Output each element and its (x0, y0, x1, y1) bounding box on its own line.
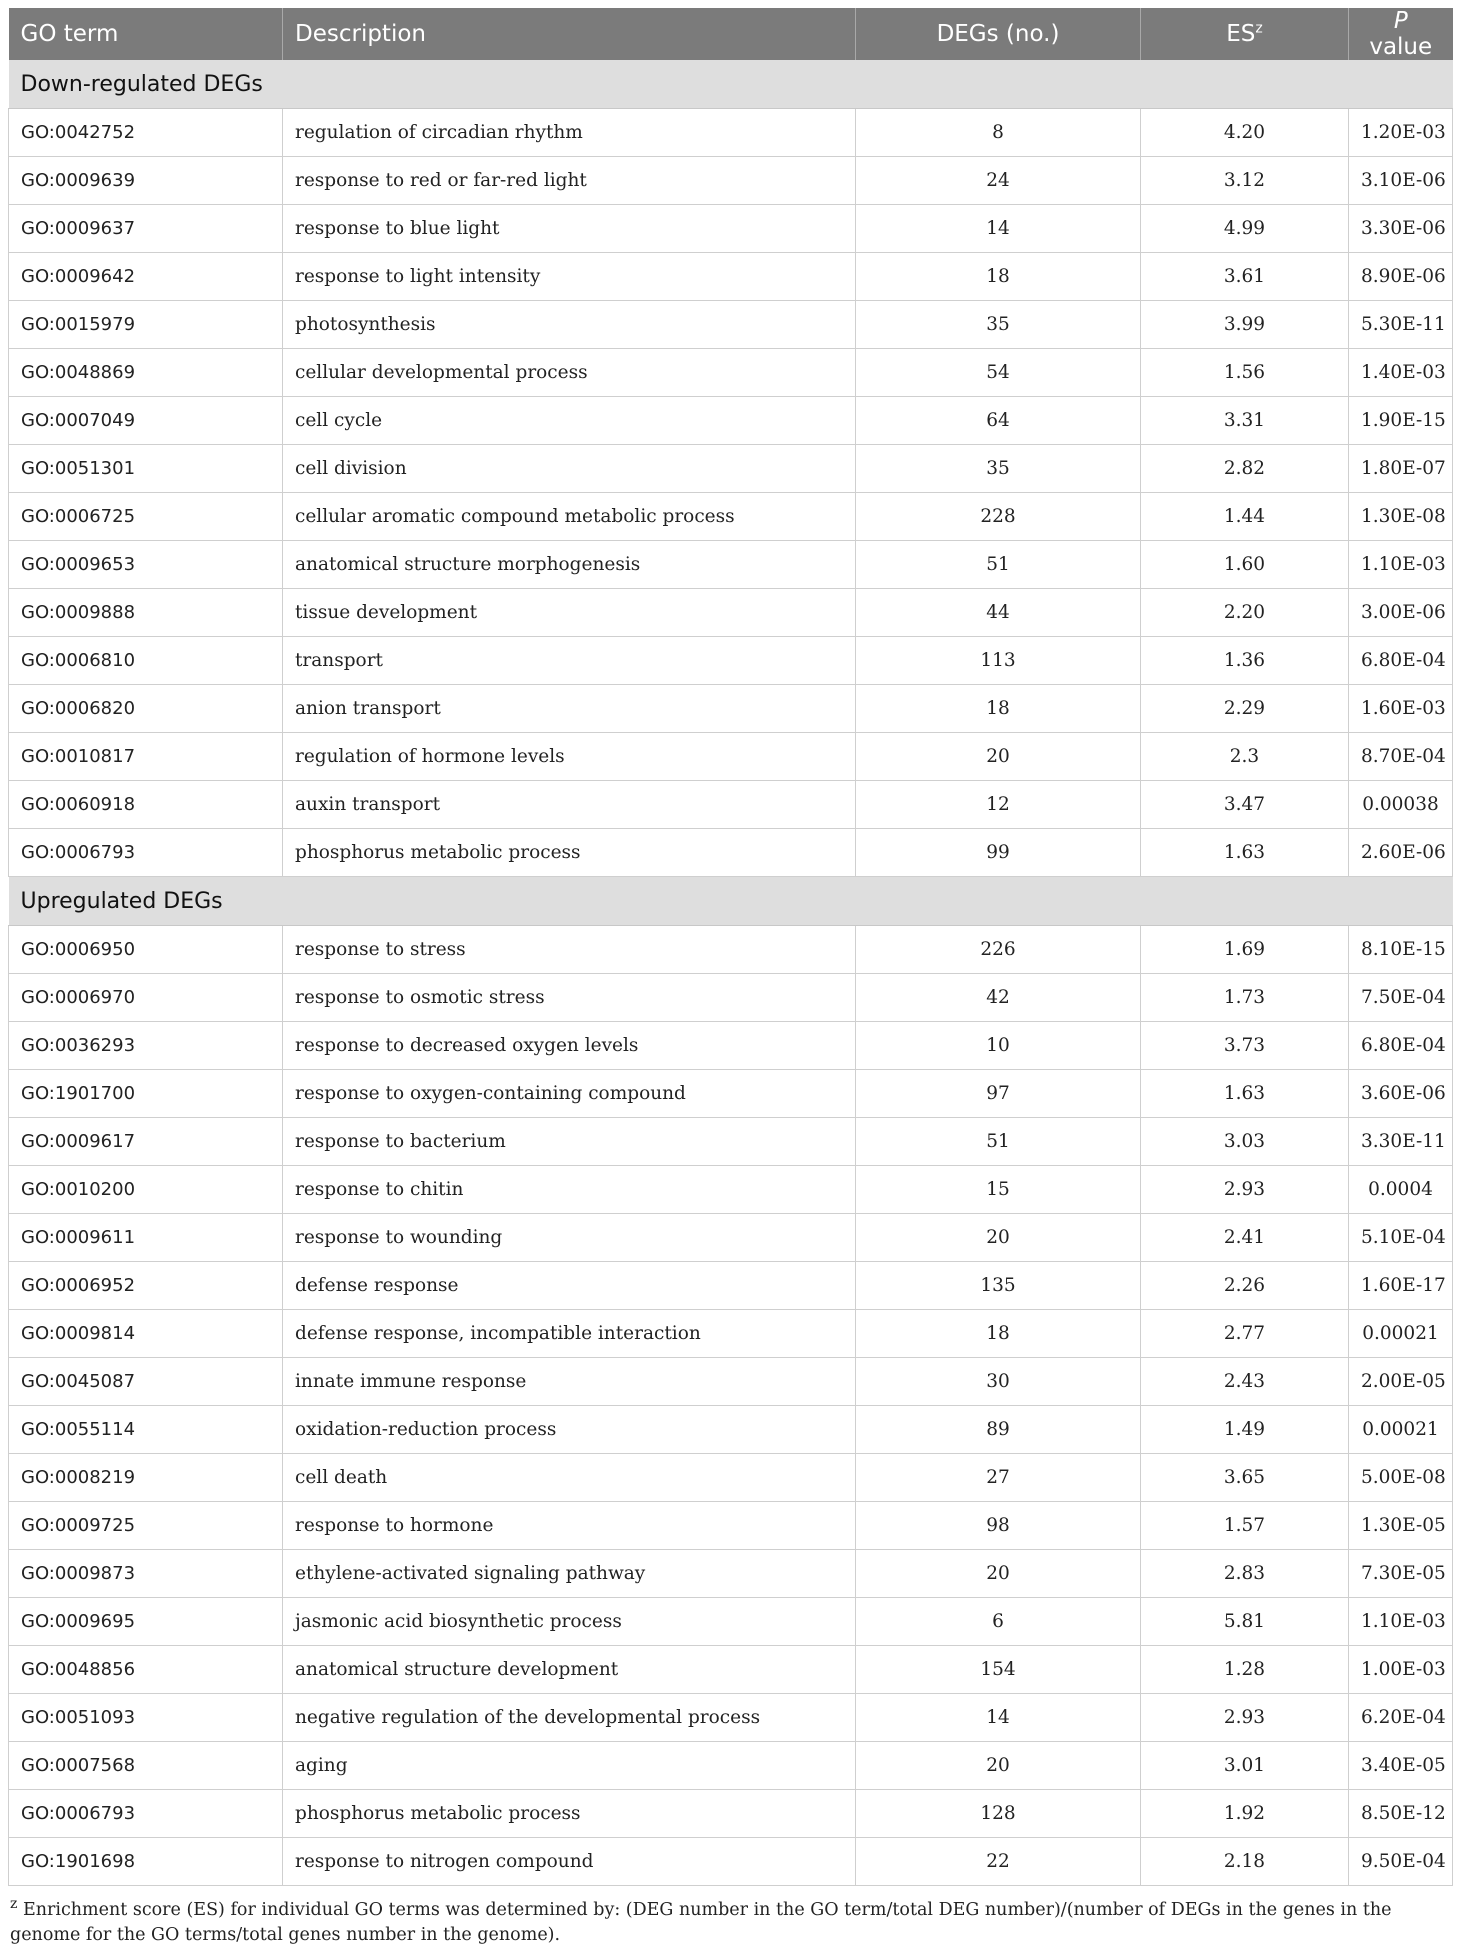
table-row (9, 493, 1453, 541)
go-term-cell: GO:0051301 (9, 445, 283, 493)
es-cell: 2.41 (1141, 1214, 1349, 1262)
p-value-cell: 3.10E-06 (1349, 157, 1453, 205)
p-value-cell: 8.70E-04 (1349, 733, 1453, 781)
es-cell: 2.18 (1141, 1838, 1349, 1886)
description-cell: cell division (283, 445, 856, 493)
table-row (9, 974, 1453, 1022)
table-row (9, 1454, 1453, 1502)
table-row (9, 1790, 1453, 1838)
description-cell: auxin transport (283, 781, 856, 829)
go-term-cell: GO:0048856 (9, 1646, 283, 1694)
table-row (9, 1694, 1453, 1742)
table-row (9, 1550, 1453, 1598)
p-value-cell: 1.60E-03 (1349, 685, 1453, 733)
es-cell: 2.20 (1141, 589, 1349, 637)
go-enrichment-table (8, 8, 1453, 1886)
header-row (9, 8, 1453, 60)
es-cell: 2.83 (1141, 1550, 1349, 1598)
go-term-cell: GO:0042752 (9, 109, 283, 157)
header-es-label: ES (1226, 21, 1256, 47)
degs-cell: 18 (856, 253, 1141, 301)
go-term-cell: GO:0009611 (9, 1214, 283, 1262)
degs-cell: 89 (856, 1406, 1141, 1454)
go-term-cell: GO:0006970 (9, 974, 283, 1022)
p-value-cell: 7.50E-04 (1349, 974, 1453, 1022)
header-p-value (1349, 8, 1453, 60)
go-term-cell: GO:0009725 (9, 1502, 283, 1550)
footnote-text: Enrichment score (ES) for individual GO terms was determined by: (DEG number in the GO term/total DEG number)/(number of DEGs in the genes in the genome for the GO terms/total genes number in the genome). (10, 1900, 1392, 1945)
description-cell: regulation of circadian rhythm (283, 109, 856, 157)
p-value-cell: 0.0004 (1349, 1166, 1453, 1214)
p-value-cell: 5.00E-08 (1349, 1454, 1453, 1502)
degs-cell: 18 (856, 1310, 1141, 1358)
degs-cell: 15 (856, 1166, 1141, 1214)
degs-cell: 113 (856, 637, 1141, 685)
description-cell: oxidation-reduction process (283, 1406, 856, 1454)
degs-cell: 12 (856, 781, 1141, 829)
es-cell: 3.03 (1141, 1118, 1349, 1166)
header-es-superscript: z (1255, 20, 1263, 37)
p-value-cell: 1.20E-03 (1349, 109, 1453, 157)
es-cell: 2.29 (1141, 685, 1349, 733)
go-term-cell: GO:0060918 (9, 781, 283, 829)
degs-cell: 22 (856, 1838, 1141, 1886)
description-cell: jasmonic acid biosynthetic process (283, 1598, 856, 1646)
degs-cell: 14 (856, 1694, 1141, 1742)
header-description: Description (283, 8, 856, 60)
p-value-cell: 6.80E-04 (1349, 637, 1453, 685)
es-cell: 3.73 (1141, 1022, 1349, 1070)
p-value-cell: 6.20E-04 (1349, 1694, 1453, 1742)
degs-cell: 30 (856, 1358, 1141, 1406)
es-cell: 1.28 (1141, 1646, 1349, 1694)
p-value-cell: 2.60E-06 (1349, 829, 1453, 877)
go-term-cell: GO:0007568 (9, 1742, 283, 1790)
go-term-cell: GO:0009617 (9, 1118, 283, 1166)
go-term-cell: GO:0008219 (9, 1454, 283, 1502)
description-cell: aging (283, 1742, 856, 1790)
description-cell: response to oxygen-containing compound (283, 1070, 856, 1118)
table-row (9, 829, 1453, 877)
p-value-cell: 3.30E-11 (1349, 1118, 1453, 1166)
p-value-cell: 3.00E-06 (1349, 589, 1453, 637)
description-cell: photosynthesis (283, 301, 856, 349)
p-value-cell: 8.10E-15 (1349, 926, 1453, 974)
section-header-row (9, 877, 1453, 926)
degs-cell: 128 (856, 1790, 1141, 1838)
table-row (9, 1646, 1453, 1694)
es-cell: 3.47 (1141, 781, 1349, 829)
go-term-cell: GO:0045087 (9, 1358, 283, 1406)
degs-cell: 226 (856, 926, 1141, 974)
go-term-cell: GO:0009637 (9, 205, 283, 253)
degs-cell: 64 (856, 397, 1141, 445)
es-cell: 2.93 (1141, 1166, 1349, 1214)
go-term-cell: GO:0007049 (9, 397, 283, 445)
description-cell: negative regulation of the developmental process (283, 1694, 856, 1742)
table-row (9, 1358, 1453, 1406)
description-cell: response to hormone (283, 1502, 856, 1550)
degs-cell: 20 (856, 1550, 1141, 1598)
table-body (9, 60, 1453, 1886)
description-cell: response to nitrogen compound (283, 1838, 856, 1886)
go-term-cell: GO:0010200 (9, 1166, 283, 1214)
p-value-cell: 6.80E-04 (1349, 1022, 1453, 1070)
p-value-cell: 2.00E-05 (1349, 1358, 1453, 1406)
description-cell: anatomical structure development (283, 1646, 856, 1694)
p-value-cell: 1.10E-03 (1349, 541, 1453, 589)
es-cell: 3.65 (1141, 1454, 1349, 1502)
go-term-cell: GO:0051093 (9, 1694, 283, 1742)
description-cell: response to light intensity (283, 253, 856, 301)
degs-cell: 44 (856, 589, 1141, 637)
degs-cell: 228 (856, 493, 1141, 541)
table-row (9, 445, 1453, 493)
p-value-cell: 1.40E-03 (1349, 349, 1453, 397)
p-value-cell: 3.40E-05 (1349, 1742, 1453, 1790)
degs-cell: 51 (856, 1118, 1141, 1166)
description-cell: defense response (283, 1262, 856, 1310)
p-value-cell: 0.00021 (1349, 1310, 1453, 1358)
degs-cell: 98 (856, 1502, 1141, 1550)
section-title: Down-regulated DEGs (9, 60, 1453, 109)
degs-cell: 20 (856, 1214, 1141, 1262)
description-cell: response to stress (283, 926, 856, 974)
es-cell: 1.63 (1141, 1070, 1349, 1118)
es-cell: 1.36 (1141, 637, 1349, 685)
go-term-cell: GO:0015979 (9, 301, 283, 349)
go-term-cell: GO:0006793 (9, 1790, 283, 1838)
go-term-cell: GO:0009642 (9, 253, 283, 301)
p-value-cell: 1.90E-15 (1349, 397, 1453, 445)
p-value-cell: 8.50E-12 (1349, 1790, 1453, 1838)
description-cell: phosphorus metabolic process (283, 1790, 856, 1838)
go-term-cell: GO:0010817 (9, 733, 283, 781)
table-row (9, 1502, 1453, 1550)
table-row (9, 926, 1453, 974)
table-row (9, 1598, 1453, 1646)
go-term-cell: GO:0006950 (9, 926, 283, 974)
degs-cell: 20 (856, 733, 1141, 781)
go-term-cell: GO:0009873 (9, 1550, 283, 1598)
es-cell: 1.63 (1141, 829, 1349, 877)
go-term-cell: GO:0006952 (9, 1262, 283, 1310)
es-cell: 2.26 (1141, 1262, 1349, 1310)
go-term-cell: GO:0009639 (9, 157, 283, 205)
description-cell: response to wounding (283, 1214, 856, 1262)
p-value-cell: 1.80E-07 (1349, 445, 1453, 493)
p-value-cell: 1.60E-17 (1349, 1262, 1453, 1310)
p-value-cell: 0.00021 (1349, 1406, 1453, 1454)
es-cell: 1.60 (1141, 541, 1349, 589)
es-cell: 2.43 (1141, 1358, 1349, 1406)
description-cell: anatomical structure morphogenesis (283, 541, 856, 589)
degs-cell: 35 (856, 301, 1141, 349)
table-row (9, 1214, 1453, 1262)
go-term-cell: GO:0009653 (9, 541, 283, 589)
go-term-cell: GO:0009695 (9, 1598, 283, 1646)
go-term-cell: GO:0009888 (9, 589, 283, 637)
p-value-cell: 3.60E-06 (1349, 1070, 1453, 1118)
degs-cell: 20 (856, 1742, 1141, 1790)
table-row (9, 685, 1453, 733)
description-cell: response to blue light (283, 205, 856, 253)
p-value-cell: 0.00038 (1349, 781, 1453, 829)
section-header-row (9, 60, 1453, 109)
table-row (9, 1262, 1453, 1310)
table-footnote (8, 1898, 1454, 1948)
description-cell: response to decreased oxygen levels (283, 1022, 856, 1070)
es-cell: 3.61 (1141, 253, 1349, 301)
p-value-cell: 5.30E-11 (1349, 301, 1453, 349)
description-cell: ethylene-activated signaling pathway (283, 1550, 856, 1598)
go-term-cell: GO:1901698 (9, 1838, 283, 1886)
description-cell: defense response, incompatible interaction (283, 1310, 856, 1358)
table-row (9, 1166, 1453, 1214)
go-term-cell: GO:0006820 (9, 685, 283, 733)
header-es (1141, 8, 1349, 60)
description-cell: cellular developmental process (283, 349, 856, 397)
p-value-cell: 1.00E-03 (1349, 1646, 1453, 1694)
go-term-cell: GO:0006725 (9, 493, 283, 541)
es-cell: 1.57 (1141, 1502, 1349, 1550)
es-cell: 3.31 (1141, 397, 1349, 445)
es-cell: 1.69 (1141, 926, 1349, 974)
table-row (9, 589, 1453, 637)
go-term-cell: GO:0009814 (9, 1310, 283, 1358)
es-cell: 2.93 (1141, 1694, 1349, 1742)
degs-cell: 10 (856, 1022, 1141, 1070)
table-row (9, 541, 1453, 589)
table-row (9, 109, 1453, 157)
description-cell: tissue development (283, 589, 856, 637)
description-cell: regulation of hormone levels (283, 733, 856, 781)
go-enrichment-table-container (8, 8, 1452, 1948)
es-cell: 4.20 (1141, 109, 1349, 157)
es-cell: 3.01 (1141, 1742, 1349, 1790)
table-row (9, 1838, 1453, 1886)
go-term-cell: GO:0048869 (9, 349, 283, 397)
go-term-cell: GO:0006810 (9, 637, 283, 685)
description-cell: response to red or far-red light (283, 157, 856, 205)
es-cell: 1.73 (1141, 974, 1349, 1022)
degs-cell: 27 (856, 1454, 1141, 1502)
degs-cell: 51 (856, 541, 1141, 589)
degs-cell: 6 (856, 1598, 1141, 1646)
es-cell: 1.49 (1141, 1406, 1349, 1454)
table-row (9, 253, 1453, 301)
p-value-cell: 9.50E-04 (1349, 1838, 1453, 1886)
es-cell: 2.3 (1141, 733, 1349, 781)
description-cell: anion transport (283, 685, 856, 733)
degs-cell: 97 (856, 1070, 1141, 1118)
p-value-cell: 1.30E-08 (1349, 493, 1453, 541)
table-row (9, 1310, 1453, 1358)
table-row (9, 1406, 1453, 1454)
p-value-cell: 1.10E-03 (1349, 1598, 1453, 1646)
description-cell: response to bacterium (283, 1118, 856, 1166)
es-cell: 1.56 (1141, 349, 1349, 397)
table-row (9, 301, 1453, 349)
table-row (9, 1742, 1453, 1790)
es-cell: 1.44 (1141, 493, 1349, 541)
degs-cell: 35 (856, 445, 1141, 493)
degs-cell: 99 (856, 829, 1141, 877)
p-value-cell: 5.10E-04 (1349, 1214, 1453, 1262)
section-title: Upregulated DEGs (9, 877, 1453, 926)
description-cell: response to osmotic stress (283, 974, 856, 1022)
description-cell: innate immune response (283, 1358, 856, 1406)
table-row (9, 781, 1453, 829)
p-value-cell: 8.90E-06 (1349, 253, 1453, 301)
go-term-cell: GO:0036293 (9, 1022, 283, 1070)
table-row (9, 1118, 1453, 1166)
go-term-cell: GO:0055114 (9, 1406, 283, 1454)
header-degs: DEGs (no.) (856, 8, 1141, 60)
es-cell: 4.99 (1141, 205, 1349, 253)
degs-cell: 14 (856, 205, 1141, 253)
description-cell: transport (283, 637, 856, 685)
p-value-cell: 3.30E-06 (1349, 205, 1453, 253)
description-cell: cell death (283, 1454, 856, 1502)
description-cell: phosphorus metabolic process (283, 829, 856, 877)
degs-cell: 18 (856, 685, 1141, 733)
description-cell: cellular aromatic compound metabolic process (283, 493, 856, 541)
degs-cell: 135 (856, 1262, 1141, 1310)
es-cell: 1.92 (1141, 1790, 1349, 1838)
go-term-cell: GO:0006793 (9, 829, 283, 877)
p-value-cell: 7.30E-05 (1349, 1550, 1453, 1598)
table-row (9, 397, 1453, 445)
description-cell: response to chitin (283, 1166, 856, 1214)
degs-cell: 24 (856, 157, 1141, 205)
header-p-letter: P (1393, 8, 1408, 34)
table-row (9, 349, 1453, 397)
degs-cell: 154 (856, 1646, 1141, 1694)
table-row (9, 157, 1453, 205)
es-cell: 3.12 (1141, 157, 1349, 205)
table-row (9, 1022, 1453, 1070)
go-term-cell: GO:1901700 (9, 1070, 283, 1118)
es-cell: 3.99 (1141, 301, 1349, 349)
es-cell: 2.77 (1141, 1310, 1349, 1358)
degs-cell: 42 (856, 974, 1141, 1022)
degs-cell: 54 (856, 349, 1141, 397)
table-header (9, 8, 1453, 60)
header-p-value-rest: value (1369, 34, 1433, 60)
es-cell: 5.81 (1141, 1598, 1349, 1646)
degs-cell: 8 (856, 109, 1141, 157)
es-cell: 2.82 (1141, 445, 1349, 493)
p-value-cell: 1.30E-05 (1349, 1502, 1453, 1550)
footnote-marker: z (10, 1896, 18, 1913)
table-row (9, 733, 1453, 781)
table-row (9, 1070, 1453, 1118)
table-row (9, 205, 1453, 253)
table-row (9, 637, 1453, 685)
header-go-term: GO term (9, 8, 283, 60)
description-cell: cell cycle (283, 397, 856, 445)
